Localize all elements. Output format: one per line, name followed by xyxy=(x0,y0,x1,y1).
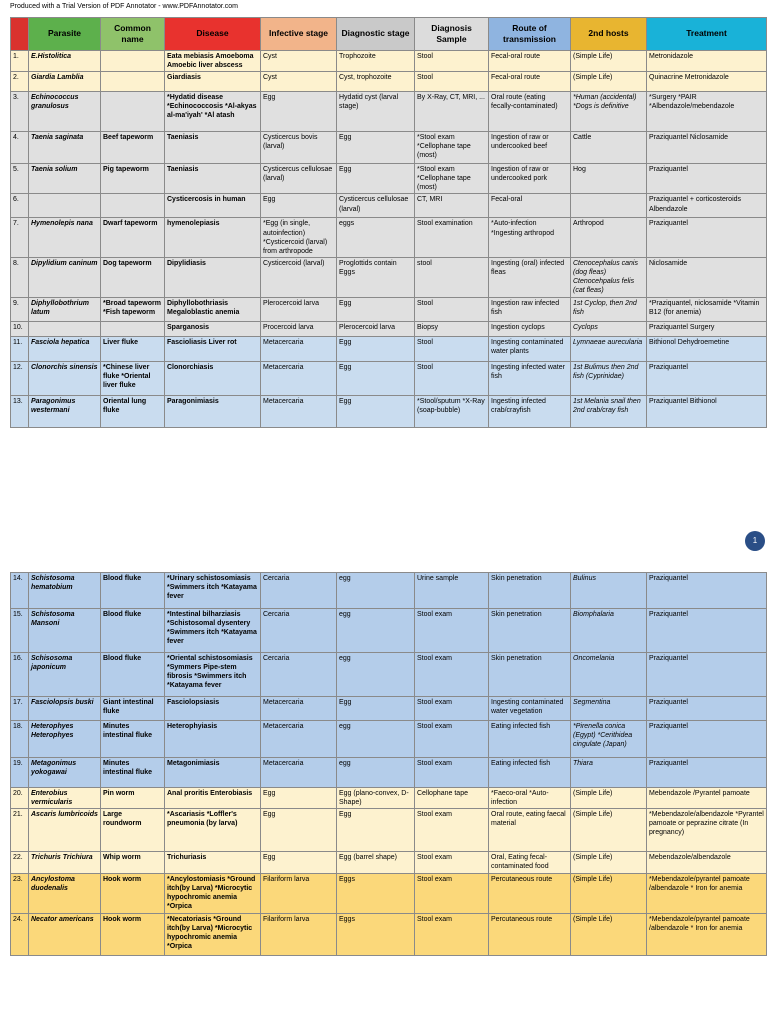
cell-disease: Trichuriasis xyxy=(165,852,261,874)
cell-route: Fecal-oral route xyxy=(489,72,571,92)
cell-route: Skin penetration xyxy=(489,609,571,653)
cell-treatment: Praziquantel xyxy=(647,758,767,788)
cell-diagnostic: Egg xyxy=(337,297,415,321)
cell-infective: Cercaria xyxy=(261,609,337,653)
cell-disease: Fascioliasis Liver rot xyxy=(165,336,261,361)
table-row xyxy=(11,218,767,257)
cell-hosts: Lymnaeae aurecularia xyxy=(571,336,647,361)
cell-no: 9. xyxy=(11,297,29,321)
cell-disease: Taeniasis xyxy=(165,132,261,164)
cell-treatment: Mebendazole/albendazole xyxy=(647,852,767,874)
cell-route: Eating infected fish xyxy=(489,721,571,758)
cell-disease: *Ascariasis *Loffler's pneumonia (by larva) xyxy=(165,809,261,852)
cell-route: *Faeco-oral *Auto-infection xyxy=(489,788,571,809)
cell-no: 19. xyxy=(11,758,29,788)
cell-diagnostic: Cysticercus cellulosae (larval) xyxy=(337,194,415,218)
cell-disease: *Intestinal bilharziasis *Schistosomal dysentery *Swimmers itch *Katayama fever xyxy=(165,609,261,653)
cell-no: 23. xyxy=(11,874,29,913)
cell-parasite: Heterophyes Heterophyes xyxy=(29,721,101,758)
cell-hosts: (Simple Life) xyxy=(571,72,647,92)
cell-infective: Cysticercus bovis (larval) xyxy=(261,132,337,164)
cell-route: Oral route, eating faecal material xyxy=(489,809,571,852)
cell-no: 2. xyxy=(11,72,29,92)
cell-route: Eating infected fish xyxy=(489,758,571,788)
cell-treatment: Praziquantel + corticosteroids Albendazole xyxy=(647,194,767,218)
cell-common: Dwarf tapeworm xyxy=(101,218,165,257)
cell-disease: *Necatoriasis *Ground itch(by Larva) *Microcytic hypochromic anemia *Orpica xyxy=(165,913,261,955)
cell-treatment: Metronidazole xyxy=(647,51,767,72)
cell-disease: *Hydatid disease *Echinococcosis *Al-akyas al-ma'iyah' *Al atash xyxy=(165,92,261,132)
cell-parasite: Enterobius vermicularis xyxy=(29,788,101,809)
cell-sample: Urine sample xyxy=(415,573,489,609)
cell-no: 18. xyxy=(11,721,29,758)
cell-common xyxy=(101,194,165,218)
cell-diagnostic: eggs xyxy=(337,218,415,257)
header-diagnosis-sample: Diagnosis Sample xyxy=(415,18,489,51)
cell-route: Ingestion cyclops xyxy=(489,321,571,336)
cell-parasite xyxy=(29,321,101,336)
header-disease: Disease xyxy=(165,18,261,51)
cell-route: Ingesting infected water fish xyxy=(489,361,571,395)
cell-common xyxy=(101,72,165,92)
cell-disease: Giardiasis xyxy=(165,72,261,92)
cell-no: 5. xyxy=(11,164,29,194)
cell-common: Liver fluke xyxy=(101,336,165,361)
cell-parasite: E.Histolitica xyxy=(29,51,101,72)
cell-route: Oral route (eating fecally-contaminated) xyxy=(489,92,571,132)
table-row xyxy=(11,913,767,955)
cell-sample: Stool exam xyxy=(415,609,489,653)
cell-common: Blood fluke xyxy=(101,609,165,653)
table-row xyxy=(11,573,767,609)
table-row xyxy=(11,72,767,92)
cell-sample: Stool exam xyxy=(415,913,489,955)
cell-infective: *Egg (in single, autoinfection) *Cysticercoid (larval) from arthropode xyxy=(261,218,337,257)
cell-no: 24. xyxy=(11,913,29,955)
cell-disease: Sparganosis xyxy=(165,321,261,336)
cell-disease: Anal proritis Enterobiasis xyxy=(165,788,261,809)
table-row xyxy=(11,51,767,72)
cell-parasite: Schistosoma Mansoni xyxy=(29,609,101,653)
cell-infective: Metacercaria xyxy=(261,395,337,427)
cell-hosts: Oncomelania xyxy=(571,653,647,697)
cell-sample: *Stool/sputum *X-Ray (soap-bubble) xyxy=(415,395,489,427)
cell-sample: Stool exam xyxy=(415,758,489,788)
cell-common: Minutes intestinal fluke xyxy=(101,721,165,758)
cell-hosts: Cyclops xyxy=(571,321,647,336)
cell-diagnostic: Egg xyxy=(337,361,415,395)
cell-treatment: Praziquantel xyxy=(647,697,767,721)
table-row xyxy=(11,194,767,218)
cell-hosts: Segmentina xyxy=(571,697,647,721)
cell-disease: Clonorchiasis xyxy=(165,361,261,395)
cell-sample: Stool examination xyxy=(415,218,489,257)
cell-hosts: 1st Bulimus then 2nd fish (Cyprinidae) xyxy=(571,361,647,395)
cell-infective: Metacercaria xyxy=(261,758,337,788)
cell-diagnostic: Eggs xyxy=(337,913,415,955)
cell-hosts: Ctenocephalus canis (dog fleas) Ctenocehpalus felis (cat fleas) xyxy=(571,257,647,297)
cell-diagnostic: Trophozoite xyxy=(337,51,415,72)
cell-route: Ingesting contaminated water plants xyxy=(489,336,571,361)
header-2nd-hosts: 2nd hosts xyxy=(571,18,647,51)
table-body-page-2 xyxy=(11,573,767,956)
cell-disease: *Oriental schistosomiasis *Symmers Pipe-stem fibrosis *Swimmers itch *Katayama fever xyxy=(165,653,261,697)
cell-infective: Filariform larva xyxy=(261,913,337,955)
cell-common: Hook worm xyxy=(101,874,165,913)
cell-treatment: Mebendazole /Pyrantel pamoate xyxy=(647,788,767,809)
cell-parasite: Taenia saginata xyxy=(29,132,101,164)
cell-diagnostic: Egg xyxy=(337,697,415,721)
cell-treatment: Praziquantel xyxy=(647,609,767,653)
cell-hosts: Hog xyxy=(571,164,647,194)
cell-route: Ingestion raw infected fish xyxy=(489,297,571,321)
parasite-table-page-2 xyxy=(10,572,767,956)
cell-treatment: Praziquantel Surgery xyxy=(647,321,767,336)
cell-route: Oral, Eating fecal-contaminated food xyxy=(489,852,571,874)
cell-common: Blood fluke xyxy=(101,573,165,609)
cell-common: Large roundworm xyxy=(101,809,165,852)
cell-diagnostic: egg xyxy=(337,721,415,758)
cell-no: 3. xyxy=(11,92,29,132)
cell-parasite: Paragonimus westermani xyxy=(29,395,101,427)
cell-treatment: Praziquantel xyxy=(647,164,767,194)
cell-no: 22. xyxy=(11,852,29,874)
cell-diagnostic: Egg xyxy=(337,132,415,164)
table-row xyxy=(11,321,767,336)
table-row xyxy=(11,874,767,913)
cell-hosts: Bulinus xyxy=(571,573,647,609)
cell-route: Fecal-oral xyxy=(489,194,571,218)
table-row xyxy=(11,132,767,164)
cell-no: 1. xyxy=(11,51,29,72)
header-treatment: Treatment xyxy=(647,18,767,51)
cell-parasite: Trichuris Trichiura xyxy=(29,852,101,874)
cell-disease: Taeniasis xyxy=(165,164,261,194)
cell-treatment: Praziquantel xyxy=(647,361,767,395)
table-row xyxy=(11,788,767,809)
cell-route: Fecal-oral route xyxy=(489,51,571,72)
cell-diagnostic: Egg (plano-convex, D-Shape) xyxy=(337,788,415,809)
cell-parasite: Fasciolopsis buski xyxy=(29,697,101,721)
cell-sample: stool xyxy=(415,257,489,297)
cell-treatment: *Mebendazole/pyrantel pamoate /albendazole * Iron for anemia xyxy=(647,874,767,913)
cell-diagnostic: egg xyxy=(337,653,415,697)
cell-common: *Broad tapeworm *Fish tapeworm xyxy=(101,297,165,321)
table-row xyxy=(11,92,767,132)
watermark-text: Produced with a Trial Version of PDF Annotator - www.PDFAnnotator.com xyxy=(10,3,238,10)
table-row xyxy=(11,336,767,361)
cell-sample: Stool xyxy=(415,72,489,92)
cell-sample: Stool exam xyxy=(415,809,489,852)
cell-hosts xyxy=(571,194,647,218)
cell-sample: Stool exam xyxy=(415,852,489,874)
cell-parasite: Metagonimus yokogawai xyxy=(29,758,101,788)
cell-parasite: Schisosoma japonicum xyxy=(29,653,101,697)
cell-common: Pin worm xyxy=(101,788,165,809)
cell-disease: Dipylidiasis xyxy=(165,257,261,297)
cell-parasite: Fasciola hepatica xyxy=(29,336,101,361)
cell-infective: Cercaria xyxy=(261,573,337,609)
cell-common: Oriental lung fluke xyxy=(101,395,165,427)
cell-common xyxy=(101,321,165,336)
cell-treatment: Praziquantel xyxy=(647,573,767,609)
cell-infective: Egg xyxy=(261,852,337,874)
cell-hosts: (Simple Life) xyxy=(571,788,647,809)
cell-no: 4. xyxy=(11,132,29,164)
cell-infective: Metacercaria xyxy=(261,721,337,758)
cell-infective: Cyst xyxy=(261,51,337,72)
cell-disease: Diphyllobothriasis Megaloblastic anemia xyxy=(165,297,261,321)
cell-hosts: (Simple Life) xyxy=(571,809,647,852)
cell-route: Skin penetration xyxy=(489,653,571,697)
cell-parasite: Schistosoma hematobium xyxy=(29,573,101,609)
cell-infective: Egg xyxy=(261,809,337,852)
cell-common: Beef tapeworm xyxy=(101,132,165,164)
cell-diagnostic: Egg (barrel shape) xyxy=(337,852,415,874)
cell-treatment: *Mebendazole/pyrantel pamoate /albendazole * Iron for anemia xyxy=(647,913,767,955)
cell-route: Percutaneous route xyxy=(489,913,571,955)
cell-sample: Stool exam xyxy=(415,874,489,913)
cell-diagnostic: Egg xyxy=(337,809,415,852)
cell-no: 15. xyxy=(11,609,29,653)
cell-no: 7. xyxy=(11,218,29,257)
cell-no: 8. xyxy=(11,257,29,297)
cell-hosts: *Human (accidental) *Dogs is definitive xyxy=(571,92,647,132)
cell-infective: Procercoid larva xyxy=(261,321,337,336)
cell-treatment: Bithionol Dehydroemetine xyxy=(647,336,767,361)
cell-route: Ingestion of raw or undercooked pork xyxy=(489,164,571,194)
cell-sample: Stool xyxy=(415,297,489,321)
cell-sample: Stool xyxy=(415,51,489,72)
cell-disease: Eata mebiasis Amoeboma Amoebic liver abscess xyxy=(165,51,261,72)
cell-infective: Cysticercoid (larval) xyxy=(261,257,337,297)
cell-sample: Stool exam xyxy=(415,653,489,697)
cell-route: Ingestion of raw or undercooked beef xyxy=(489,132,571,164)
cell-infective: Filariform larva xyxy=(261,874,337,913)
cell-disease: Metagonimiasis xyxy=(165,758,261,788)
table-row xyxy=(11,164,767,194)
cell-disease: *Ancylostomiasis *Ground itch(by Larva) *Microcytic hypochromic anemia *Orpica xyxy=(165,874,261,913)
cell-sample: *Stool exam *Cellophane tape (most) xyxy=(415,132,489,164)
cell-infective: Metacercaria xyxy=(261,336,337,361)
cell-treatment: Praziquantel Niclosamide xyxy=(647,132,767,164)
table-row xyxy=(11,297,767,321)
cell-sample: CT, MRI xyxy=(415,194,489,218)
table-row xyxy=(11,395,767,427)
cell-infective: Cysticercus cellulosae (larval) xyxy=(261,164,337,194)
cell-diagnostic: egg xyxy=(337,573,415,609)
cell-parasite: Clonorchis sinensis xyxy=(29,361,101,395)
table-row xyxy=(11,809,767,852)
table-row xyxy=(11,609,767,653)
cell-diagnostic: Egg xyxy=(337,395,415,427)
header-infective-stage: Infective stage xyxy=(261,18,337,51)
cell-hosts: Arthropod xyxy=(571,218,647,257)
cell-parasite: Echinococcus granulosus xyxy=(29,92,101,132)
cell-disease: *Urinary schistosomiasis *Swimmers itch *Katayama fever xyxy=(165,573,261,609)
cell-common: Pig tapeworm xyxy=(101,164,165,194)
cell-common xyxy=(101,51,165,72)
cell-disease: Paragonimiasis xyxy=(165,395,261,427)
header-route: Route of transmission xyxy=(489,18,571,51)
cell-route: Skin penetration xyxy=(489,573,571,609)
cell-infective: Metacercaria xyxy=(261,697,337,721)
cell-diagnostic: Eggs xyxy=(337,874,415,913)
cell-parasite: Taenia solium xyxy=(29,164,101,194)
cell-disease: Heterophyiasis xyxy=(165,721,261,758)
table-row xyxy=(11,257,767,297)
cell-no: 20. xyxy=(11,788,29,809)
cell-no: 14. xyxy=(11,573,29,609)
cell-common: Giant intestinal fluke xyxy=(101,697,165,721)
cell-common: Blood fluke xyxy=(101,653,165,697)
cell-no: 13. xyxy=(11,395,29,427)
cell-common: Whip worm xyxy=(101,852,165,874)
cell-parasite: Necator americans xyxy=(29,913,101,955)
cell-disease: Fasciolopsiasis xyxy=(165,697,261,721)
cell-common: *Chinese liver fluke *Oriental liver fluke xyxy=(101,361,165,395)
cell-no: 17. xyxy=(11,697,29,721)
cell-disease: Cysticercosis in human xyxy=(165,194,261,218)
cell-diagnostic: Proglottids contain Eggs xyxy=(337,257,415,297)
cell-hosts: (Simple Life) xyxy=(571,913,647,955)
cell-no: 6. xyxy=(11,194,29,218)
cell-sample: Stool xyxy=(415,336,489,361)
table-row xyxy=(11,721,767,758)
cell-treatment: *Praziquantel, niclosamide *Vitamin B12 (for anemia) xyxy=(647,297,767,321)
cell-infective: Egg xyxy=(261,92,337,132)
cell-route: Ingesting (oral) infected fleas xyxy=(489,257,571,297)
header-number xyxy=(11,18,29,51)
cell-diagnostic: egg xyxy=(337,609,415,653)
cell-hosts: 1st Melania snail then 2nd crab/cray fish xyxy=(571,395,647,427)
cell-parasite xyxy=(29,194,101,218)
header-common-name: Common name xyxy=(101,18,165,51)
cell-parasite: Hymenolepis nana xyxy=(29,218,101,257)
cell-sample: Stool exam xyxy=(415,697,489,721)
cell-route: Ingesting infected crab/crayfish xyxy=(489,395,571,427)
cell-sample: By X-Ray, CT, MRI, ... xyxy=(415,92,489,132)
cell-route: Percutaneous route xyxy=(489,874,571,913)
cell-hosts: (Simple Life) xyxy=(571,874,647,913)
cell-parasite: Diphyllobothrium latum xyxy=(29,297,101,321)
cell-infective: Plerocercoid larva xyxy=(261,297,337,321)
cell-treatment: Praziquantel xyxy=(647,721,767,758)
cell-treatment: Quinacrine Metronidazole xyxy=(647,72,767,92)
cell-no: 16. xyxy=(11,653,29,697)
cell-treatment: Niclosamide xyxy=(647,257,767,297)
table-body-page-1 xyxy=(11,51,767,428)
cell-route: *Auto-infection *Ingesting arthropod xyxy=(489,218,571,257)
cell-sample: Cellophane tape xyxy=(415,788,489,809)
cell-no: 21. xyxy=(11,809,29,852)
cell-common: Dog tapeworm xyxy=(101,257,165,297)
cell-common: Minutes intestinal fluke xyxy=(101,758,165,788)
cell-parasite: Giardia Lamblia xyxy=(29,72,101,92)
cell-infective: Egg xyxy=(261,788,337,809)
cell-hosts: Thiara xyxy=(571,758,647,788)
page-number-badge: 1 xyxy=(745,531,765,551)
cell-infective: Egg xyxy=(261,194,337,218)
cell-treatment: Praziquantel Bithionol xyxy=(647,395,767,427)
cell-treatment: Praziquantel xyxy=(647,653,767,697)
cell-treatment: Praziquantel xyxy=(647,218,767,257)
cell-no: 11. xyxy=(11,336,29,361)
header-diagnostic-stage: Diagnostic stage xyxy=(337,18,415,51)
cell-treatment: *Mebendazole/albendazole *Pyrantel pamoate or peprazine citrate (In pregnancy) xyxy=(647,809,767,852)
cell-hosts: *Pirenella conica (Egypt) *Cerithidea cingulate (Japan) xyxy=(571,721,647,758)
cell-diagnostic: Egg xyxy=(337,336,415,361)
cell-route: Ingesting contaminated water vegetation xyxy=(489,697,571,721)
cell-infective: Metacercaria xyxy=(261,361,337,395)
table-row xyxy=(11,758,767,788)
cell-sample: Stool xyxy=(415,361,489,395)
cell-diagnostic: Egg xyxy=(337,164,415,194)
cell-diagnostic: Cyst, trophozoite xyxy=(337,72,415,92)
table-row xyxy=(11,653,767,697)
cell-no: 10. xyxy=(11,321,29,336)
cell-no: 12. xyxy=(11,361,29,395)
table-row xyxy=(11,361,767,395)
cell-hosts: (Simple Life) xyxy=(571,51,647,72)
cell-diagnostic: Hydatid cyst (larval stage) xyxy=(337,92,415,132)
cell-sample: *Stool exam *Cellophane tape (most) xyxy=(415,164,489,194)
cell-sample: Biopsy xyxy=(415,321,489,336)
cell-hosts: (Simple Life) xyxy=(571,852,647,874)
cell-disease: hymenolepiasis xyxy=(165,218,261,257)
table-row xyxy=(11,697,767,721)
cell-hosts: Biomphalaria xyxy=(571,609,647,653)
cell-common xyxy=(101,92,165,132)
parasite-table-page-1 xyxy=(10,17,767,428)
cell-sample: Stool exam xyxy=(415,721,489,758)
cell-parasite: Ancylostoma duodenalis xyxy=(29,874,101,913)
cell-diagnostic: egg xyxy=(337,758,415,788)
cell-infective: Cyst xyxy=(261,72,337,92)
header-parasite: Parasite xyxy=(29,18,101,51)
cell-hosts: Cattle xyxy=(571,132,647,164)
cell-parasite: Ascaris lumbricoids xyxy=(29,809,101,852)
cell-infective: Cercaria xyxy=(261,653,337,697)
cell-treatment: *Surgery *PAIR *Albendazole/mebendazole xyxy=(647,92,767,132)
table-row xyxy=(11,852,767,874)
cell-common: Hook worm xyxy=(101,913,165,955)
cell-hosts: 1st Cyclop, then 2nd fish xyxy=(571,297,647,321)
cell-diagnostic: Plerocercoid larva xyxy=(337,321,415,336)
cell-parasite: Dipylidium caninum xyxy=(29,257,101,297)
